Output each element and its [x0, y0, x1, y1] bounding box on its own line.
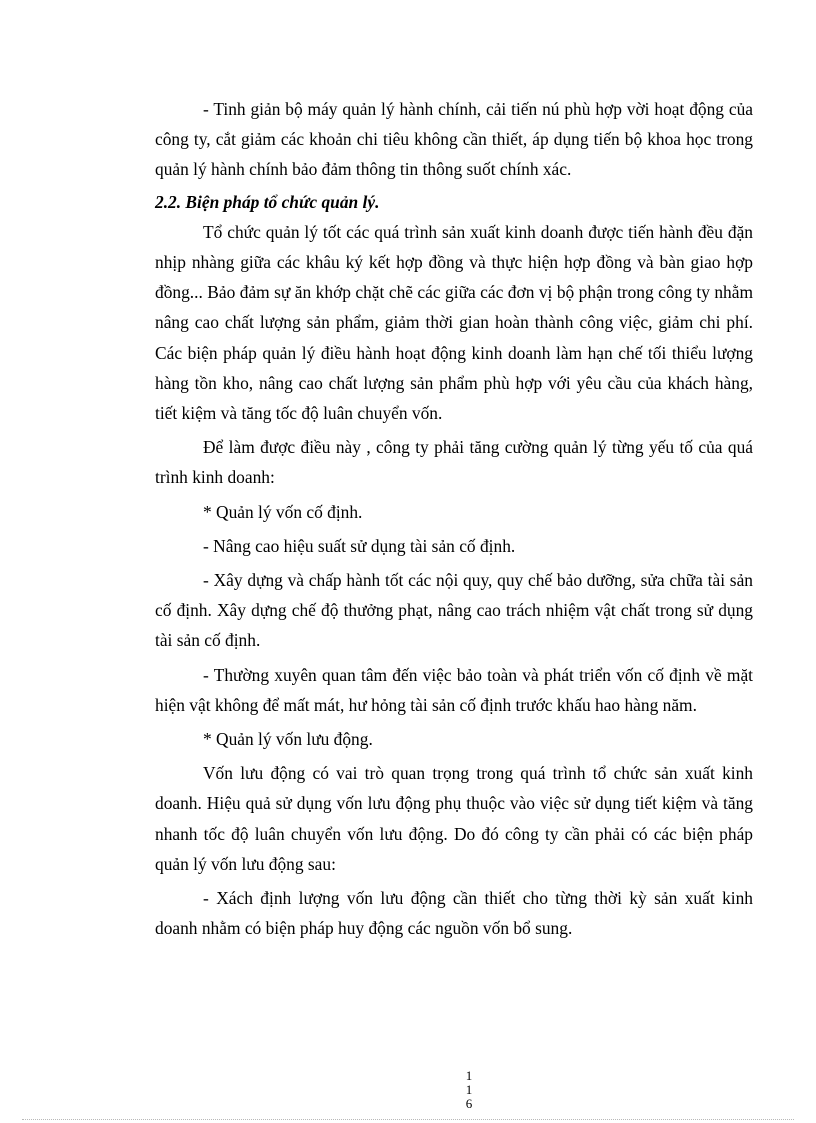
bullet-capital-requirement: - Xách định lượng vốn lưu động cần thiết cho từng thời kỳ sản xuất kinh doanh nhằm có biện pháp huy động các nguồn vốn bổ sung. [155, 888, 753, 939]
page-number-digit: 1 [465, 1068, 473, 1083]
bullet-capital-preservation: - Thường xuyên quan tâm đến việc bảo toàn và phát triển vốn cố định về mặt hiện vật không để mất mát, hư hỏng tài sản cố định trước khấu hao hàng năm. [155, 664, 753, 715]
page-number-digit: 1 [465, 1082, 473, 1097]
subheading-fixed-capital: * Quản lý vốn cố định. [203, 501, 363, 522]
page-bottom-border [22, 1119, 794, 1120]
section-heading-organizational-measures: 2.2. Biện pháp tổ chức quản lý. [155, 191, 380, 212]
page-number-digit: 6 [465, 1096, 473, 1111]
paragraph-administrative-streamlining: - Tinh giản bộ máy quản lý hành chính, cải tiến nú phù hợp vời hoạt động của công ty, cắt giảm các khoản chi tiêu không cần thiết, áp dụng tiến bộ khoa học trong quản lý hành chính bảo đảm thông tin thông suốt chính xác. [155, 99, 753, 180]
paragraph-management-factors: Để làm được điều này , công ty phải tăng cường quản lý từng yếu tố của quá trình kinh doanh: [155, 437, 753, 488]
page-number [462, 1069, 476, 1111]
paragraph-production-organization: Tổ chức quản lý tốt các quá trình sản xuất kinh doanh được tiến hành đều đặn nhịp nhàng giữa các khâu ký kết hợp đồng và thực hiện hợp đồng và bàn giao hợp đồng... Bảo đảm sự ăn khớp chặt chẽ các giữa các đơn vị bộ phận trong công ty nhằm nâng cao chất lượng sản phẩm, giảm thời gian hoàn thành công việc, giảm chi phí. Các biện pháp quản lý điều hành hoạt động kinh doanh làm hạn chế tối thiểu lượng hàng tồn kho, nâng cao chất lượng sản phẩm phù hợp với yêu cầu của khách hàng, tiết kiệm và tăng tốc độ luân chuyển vốn. [155, 221, 753, 424]
bullet-maintenance-rules: - Xây dựng và chấp hành tốt các nội quy, quy chế bảo dưỡng, sửa chữa tài sản cố định. Xây dựng chế độ thưởng phạt, nâng cao trách nhiệm vật chất trong sử dụng tài sản cố định. [155, 570, 753, 651]
document-body [155, 94, 753, 943]
paragraph-working-capital-role: Vốn lưu động có vai trò quan trọng trong quá trình tổ chức sản xuất kinh doanh. Hiệu quả sử dụng vốn lưu động phụ thuộc vào việc sử dụng tiết kiệm và tăng nhanh tốc độ luân chuyển vốn lưu động. Do đó công ty cần phải có các biện pháp quản lý vốn lưu động sau: [155, 763, 753, 874]
subheading-working-capital: * Quản lý vốn lưu động. [203, 729, 373, 750]
bullet-asset-efficiency: - Nâng cao hiệu suất sử dụng tài sản cố định. [203, 535, 516, 556]
